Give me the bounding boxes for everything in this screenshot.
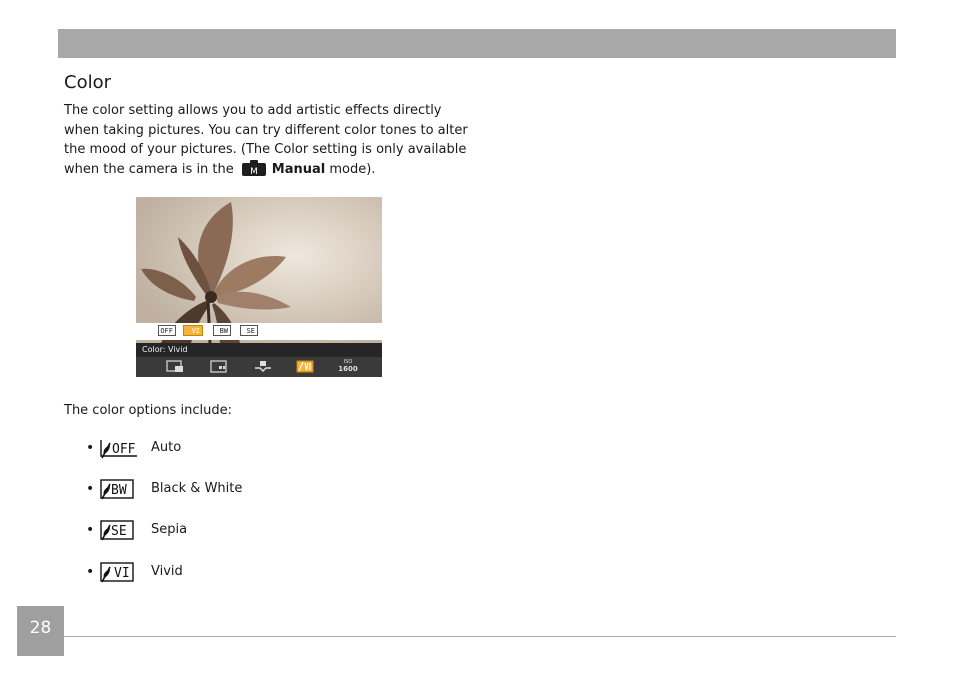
footer-divider xyxy=(64,636,896,637)
intro-last-prefix: when the camera is in the xyxy=(64,161,234,177)
intro-line: when taking pictures. You can try different color tones to alter xyxy=(64,122,468,138)
manual-mode-camera-icon xyxy=(242,160,266,176)
color-sepia-icon xyxy=(99,519,139,541)
camera-screen-illustration xyxy=(136,197,382,377)
image-size-icon xyxy=(166,360,184,373)
bullet: • xyxy=(86,564,95,580)
camera-menu-strip xyxy=(136,357,382,377)
iso-indicator xyxy=(336,359,360,373)
bullet: • xyxy=(86,481,95,497)
camera-icon-letter: M xyxy=(249,166,258,176)
intro-paragraph xyxy=(64,101,468,179)
mode-name: Manual xyxy=(271,161,326,177)
options-intro: The color options include: xyxy=(64,403,232,418)
mini-color-bw-icon: BW xyxy=(213,325,231,336)
intro-line-last xyxy=(64,160,464,180)
metering-icon xyxy=(254,360,272,373)
mini-color-sepia-icon: SE xyxy=(240,325,258,336)
flower-photo xyxy=(136,197,382,343)
color-caption: Color: Vivid xyxy=(142,345,188,354)
option-label-black-white: Black & White xyxy=(151,481,243,496)
color-vivid-icon xyxy=(99,561,139,583)
color-off-icon-text: OFF xyxy=(112,442,136,457)
section-title: Color xyxy=(64,72,111,93)
mini-color-vivid-icon-selected: VI xyxy=(183,325,203,336)
intro-line: the mood of your pictures. (The Color setting is only available xyxy=(64,142,467,157)
iso-value: 1600 xyxy=(338,365,358,373)
color-sepia-icon-text: SE xyxy=(111,524,127,539)
color-vivid-active-icon xyxy=(296,360,314,373)
header-bar xyxy=(58,29,896,58)
color-bw-icon xyxy=(99,478,139,500)
iso-label: ISO xyxy=(343,359,353,365)
option-label-auto: Auto xyxy=(151,440,182,455)
option-label-vivid: Vivid xyxy=(151,564,183,579)
color-off-icon xyxy=(99,437,139,459)
bullet: • xyxy=(86,522,95,538)
option-label-sepia: Sepia xyxy=(151,522,188,537)
page-number: 28 xyxy=(17,606,64,656)
color-option-icon-row xyxy=(136,323,382,340)
mini-color-off-icon: OFF xyxy=(158,325,176,336)
color-vivid-icon-text: VI xyxy=(114,566,130,581)
intro-last-suffix: mode). xyxy=(329,161,376,177)
color-bw-icon-text: BW xyxy=(111,483,127,498)
quality-icon xyxy=(210,360,228,373)
color-caption-strip xyxy=(136,343,382,357)
bullet: • xyxy=(86,440,95,456)
intro-line: The color setting allows you to add artistic effects directly xyxy=(64,103,442,118)
